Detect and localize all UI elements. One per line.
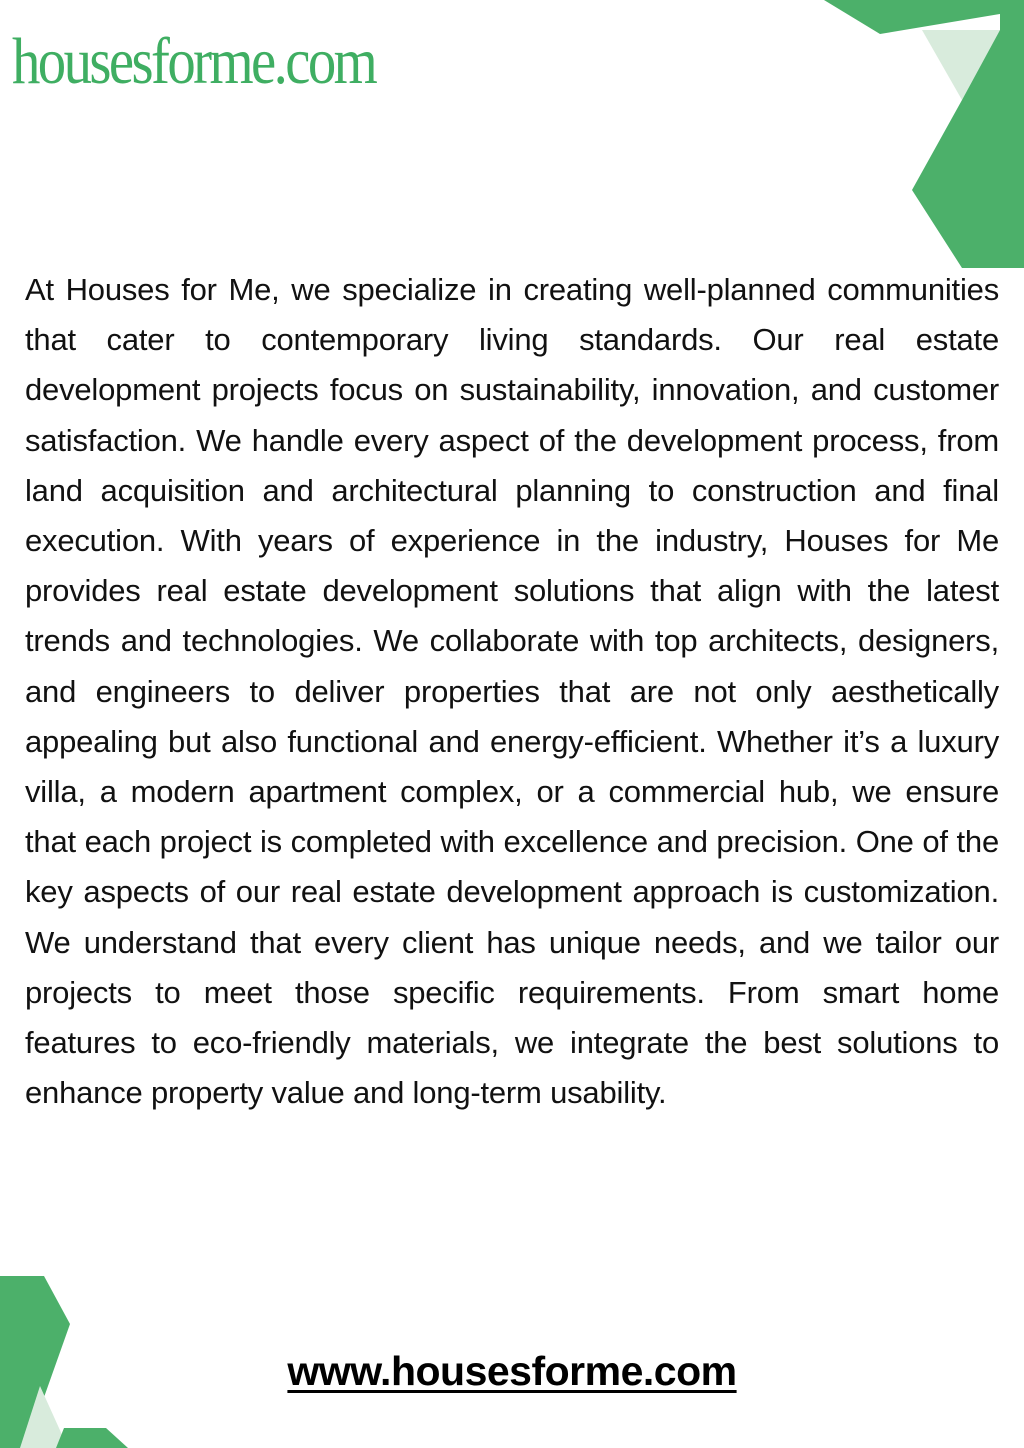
bottom-left-green-corner	[56, 1428, 128, 1448]
top-right-decorative-shape	[824, 0, 1024, 268]
website-link[interactable]: www.housesforme.com	[287, 1348, 737, 1394]
top-right-green-band	[824, 0, 1024, 34]
site-logo: housesforme.com	[12, 25, 376, 98]
body-paragraph: At Houses for Me, we specialize in creating well-planned communities that cater to contemporary living standards. Our real estate development projects focus on sustainability, innovation, and customer satisfaction. We handle every aspect of the development process, from land acquisition and architectural planning to construction and final execution. With years of experience in the industry, Houses for Me provides real estate development solutions that align with the latest trends and technologies. We collaborate with top architects, designers, and engineers to deliver properties that are not only aesthetically appealing but also functional and energy-efficient. Whether it’s a luxury villa, a modern apartment complex, or a commercial hub, we ensure that each project is completed with excellence and precision. One of the key aspects of our real estate development approach is customization. We understand that every client has unique needs, and we tailor our projects to meet those specific requirements. From smart home features to eco-friendly materials, we integrate the best solutions to enhance property value and long-term usability.	[25, 272, 999, 1111]
